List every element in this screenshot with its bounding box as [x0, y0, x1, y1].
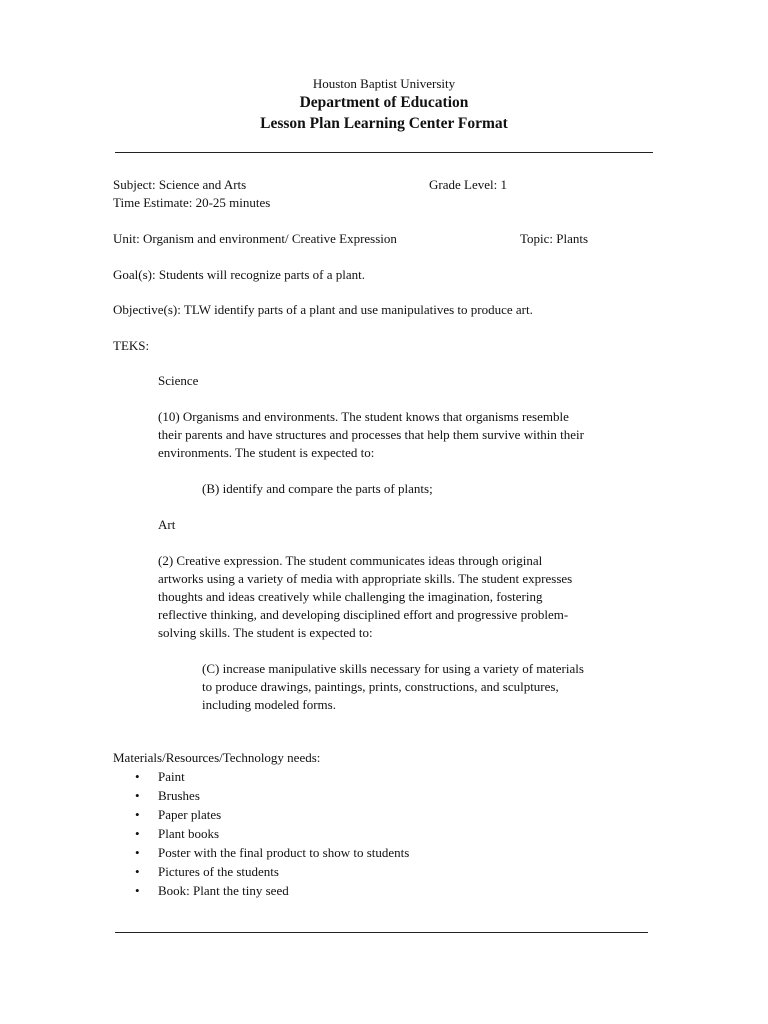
art-heading: Art [158, 517, 176, 532]
goals-line: Goal(s): Students will recognize parts of a plant. [113, 267, 365, 282]
grade-level: Grade Level: 1 [429, 177, 507, 192]
bullet-icon: • [135, 769, 140, 784]
science-standard-line: their parents and have structures and processes that help them survive within their [158, 427, 584, 442]
top-divider [115, 152, 653, 153]
topic-line: Topic: Plants [520, 231, 589, 246]
material-item-label: Plant books [158, 826, 220, 841]
bullet-icon: • [135, 864, 140, 879]
art-standard-line: thoughts and ideas creatively while challenging the imagination, fostering [158, 589, 543, 604]
university-name: Houston Baptist University [312, 76, 456, 91]
materials-label: Materials/Resources/Technology needs: [113, 750, 321, 765]
material-item-label: Paper plates [158, 807, 222, 822]
unit-line: Unit: Organism and environment/ Creative Expression [113, 231, 397, 246]
time-estimate: Time Estimate: 20-25 minutes [113, 195, 271, 210]
bullet-icon: • [135, 883, 140, 898]
list-item [135, 843, 409, 862]
list-item [135, 881, 409, 900]
art-expectation [202, 660, 584, 714]
list-item [135, 805, 409, 824]
objectives-line: Objective(s): TLW identify parts of a plant and use manipulatives to produce art. [113, 302, 533, 317]
art-expectation-line: to produce drawings, paintings, prints, constructions, and sculptures, [202, 679, 559, 694]
material-item-label: Poster with the final product to show to students [158, 845, 410, 860]
list-item [135, 862, 409, 881]
art-standard-line: solving skills. The student is expected to: [158, 625, 373, 640]
bullet-icon: • [135, 845, 140, 860]
department-title: Department of Education [299, 94, 469, 111]
material-item-label: Book: Plant the tiny seed [158, 883, 289, 898]
material-item-label: Paint [158, 769, 185, 784]
science-expectation: (B) identify and compare the parts of plants; [202, 481, 433, 496]
subject-line: Subject: Science and Arts [113, 177, 247, 192]
science-standard-line: environments. The student is expected to: [158, 445, 375, 460]
material-item-label: Brushes [158, 788, 200, 803]
material-item-label: Pictures of the students [158, 864, 279, 879]
format-title: Lesson Plan Learning Center Format [260, 115, 508, 132]
art-standard-line: reflective thinking, and developing disciplined effort and progressive problem- [158, 607, 569, 622]
science-heading: Science [158, 373, 199, 388]
teks-label: TEKS: [113, 338, 150, 353]
list-item [135, 824, 409, 843]
science-standard [158, 408, 584, 462]
art-expectation-line: including modeled forms. [202, 697, 336, 712]
bullet-icon: • [135, 788, 140, 803]
list-item [135, 786, 409, 805]
art-standard [158, 552, 572, 642]
list-item [135, 767, 409, 786]
art-standard-line: (2) Creative expression. The student communicates ideas through original [158, 553, 543, 568]
art-expectation-line: (C) increase manipulative skills necessary for using a variety of materials [202, 661, 584, 676]
bottom-divider [115, 932, 648, 933]
science-standard-line: (10) Organisms and environments. The student knows that organisms resemble [158, 409, 569, 424]
bullet-icon: • [135, 826, 140, 841]
materials-list [135, 767, 409, 900]
art-standard-line: artworks using a variety of media with appropriate skills. The student expresses [158, 571, 573, 586]
bullet-icon: • [135, 807, 140, 822]
